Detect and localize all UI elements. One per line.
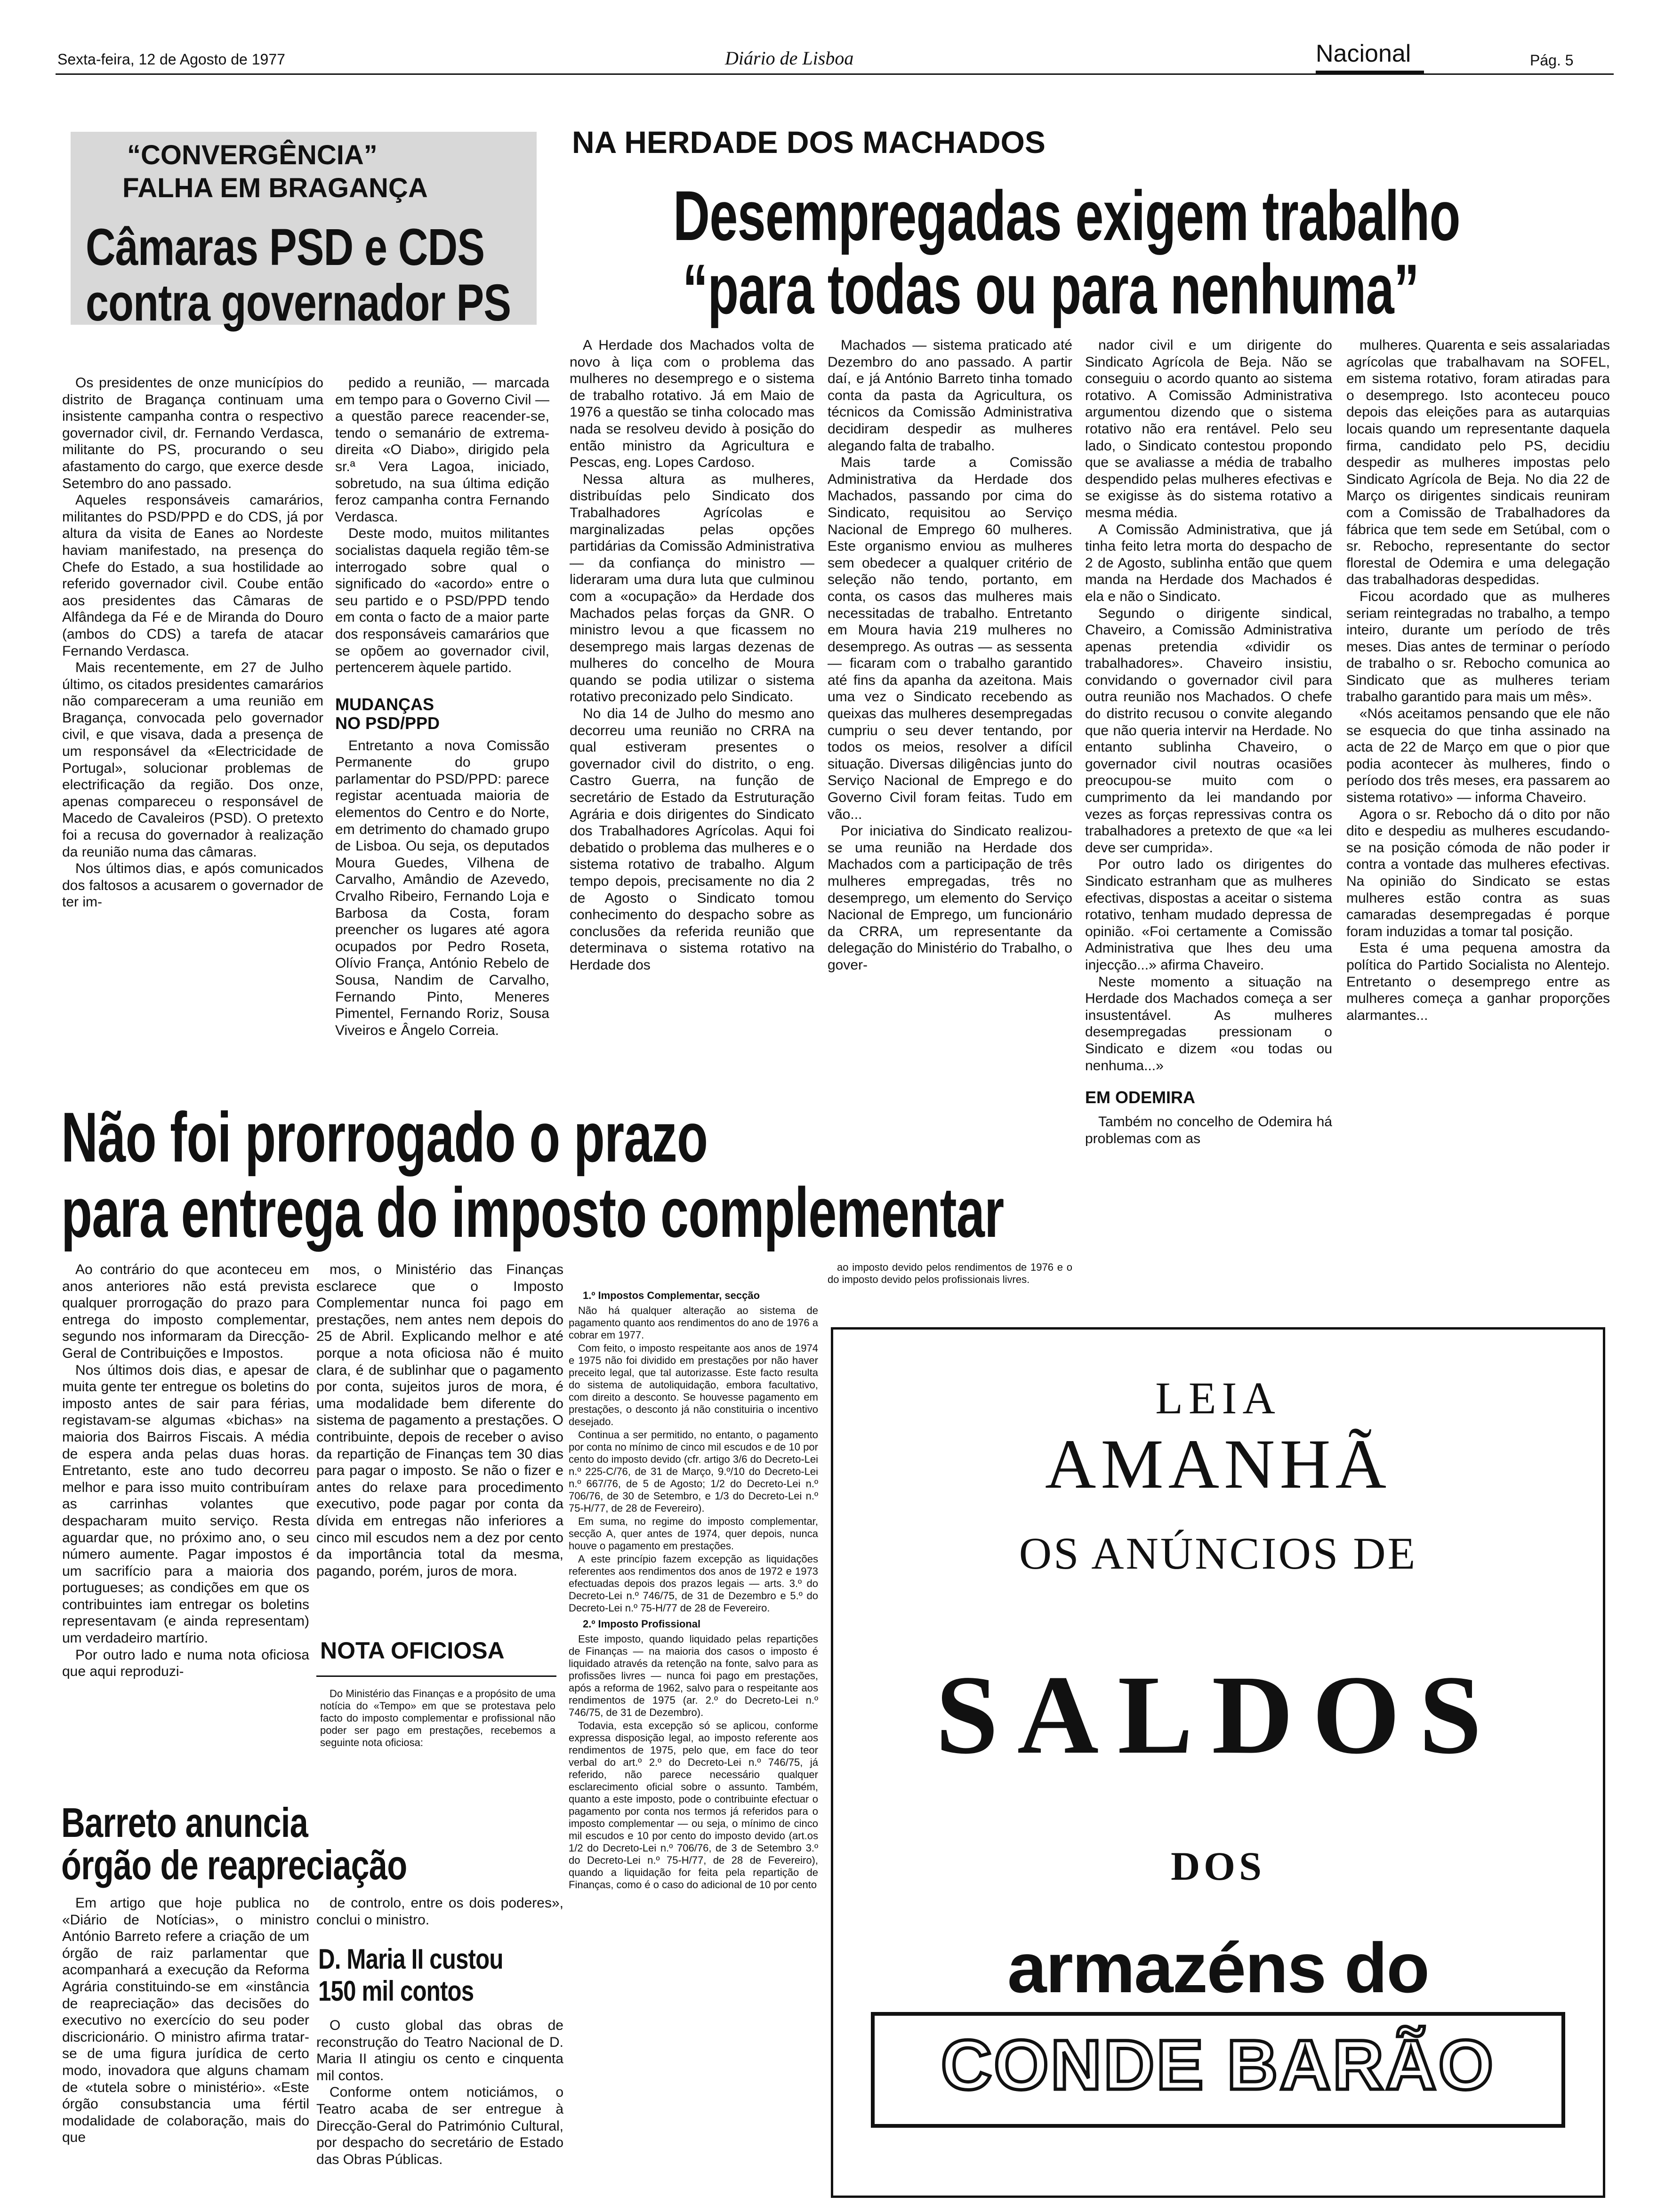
paragraph: A Comissão Administrativa, que já tinha feito letra morta do despacho de 2 de Agosto, sublinha então que quem manda na Herdade dos Machados é ela e não o Sindicato.	[1085, 521, 1332, 604]
masthead-date: Sexta-feira, 12 de Agosto de 1977	[57, 51, 285, 68]
paragraph: Em suma, no regime do imposto complementar, secção A, quer antes de 1974, quer depois, nunca houve o pagamento em prestações.	[569, 1515, 818, 1552]
braganca-subhead: MUDANÇAS NO PSD/PPD	[335, 694, 440, 733]
paragraph: Os presidentes de onze municípios do distrito de Bragança continuam uma insistente campanha contra o respectivo governador civil, dr. Fernando Verdasca, militante do PS, procurando o seu afastamento do cargo, que exerce desde Setembro do ano passado.	[62, 375, 323, 491]
paragraph: Ao contrário do que aconteceu em anos anteriores não está prevista qualquer prorrogação do prazo para entrega do imposto complementar, segundo nos informaram da Direcção-Geral de Contribuições e Impostos.	[62, 1262, 309, 1361]
paragraph: Segundo o dirigente sindical, Chaveiro, a Comissão Administrativa apenas pretendia «dividir os trabalhadores». Chaveiro insistiu, convidando o governador civil para outra reunião nos Machados. O chefe do distrito recusou o convite alegando que não queria intervir na Herdade. No entanto sublinha Chaveiro, o governador civil noutras ocasiões preocupou-se muito com o cumprimento da lei mandando por vezes as forças repressivas contra os trabalhadores a pretexto de que «a lei deve ser cumprida».	[1085, 605, 1332, 856]
page-number: Pág. 5	[1530, 52, 1574, 69]
paragraph: Por outro lado e numa nota oficiosa que aqui reproduzi-	[62, 1647, 309, 1680]
saldos-advertisement	[831, 1327, 1605, 2198]
nota-oficiosa-heading: NOTA OFICIOSA	[320, 1637, 505, 1664]
paragraph: Ficou acordado que as mulheres seriam reintegradas no trabalho, a tempo inteiro, durante um período de três meses. Dias antes de terminar o período de trabalho o sr. Rebocho comunica ao Sindicato que as mulheres teriam trabalho garantido para mais um mês».	[1346, 588, 1610, 705]
paragraph: «Nós aceitamos pensando que ele não se esquecia do que tinha assinado na acta de 22 de Março em que o pior que podia acontecer às mulheres, findo o período dos três meses, era passarem ao sistema rotativo» — informa Chaveiro.	[1346, 706, 1610, 806]
paragraph: Com feito, o imposto respeitante aos anos de 1974 e 1975 não foi dividido em prestações por não haver preceito legal, que tal autorizasse. Este facto resulta do sistema de autoliquidação, embora facultativo, com direito a desconto. Se houvesse pagamento em prestações, o desconto já não constituiria o incentivo desejado.	[569, 1342, 818, 1427]
paragraph: Mais recentemente, em 27 de Julho último, os citados presidentes camarários não compareceram a uma reunião em Bragança, convocada pelo governador civil, e que visava, dada a presença de um responsável da «Electricidade de Portugal», solucionar problemas de electrificação da região. Dos onze, apenas compareceu o responsável de Macedo de Cavaleiros (PSD). O pretexto foi a recusa do governador à realização da reunião numa das câmaras.	[62, 660, 323, 860]
newspaper-name: Diário de Lisboa	[725, 48, 854, 69]
maria-headline-1: D. Maria II custou	[318, 1943, 503, 1975]
imposto-column-1	[62, 1261, 309, 1805]
machados-headline-1: Desempregadas exigem trabalho	[673, 176, 1460, 255]
ad-brand-armazens: armazéns do	[1007, 1928, 1429, 2007]
barreto-column-1	[62, 1895, 309, 2198]
paragraph: Conforme ontem noticiámos, o Teatro acaba de ser entregue à Direcção-Geral do Património Cultural, por despacho do secretário de Estado das Obras Públicas.	[316, 2084, 563, 2167]
paragraph: No dia 14 de Julho do mesmo ano decorreu uma reunião no CRRA na qual estiveram presentes o governador civil do distrito, o eng. Castro Guerra, na função de secretário de Estado da Estruturação Agrária e dois dirigentes do Sindicato dos Trabalhadores Agrícolas. Aqui foi debatido o problema das mulheres e o sistema rotativo de trabalho. Algum tempo depois, precisamente no dia 2 de Agosto o Sindicato tomou conhecimento do despacho sobre as conclusões da referida reunião que determinava o sistema rotativo na Herdade dos	[570, 706, 814, 973]
masthead-rule	[56, 73, 1614, 75]
nota-intro	[320, 1688, 555, 1748]
imposto-column-2	[316, 1261, 563, 1579]
braganca-kicker-1: “CONVERGÊNCIA”	[127, 140, 378, 170]
paragraph: pedido a reunião, — marcada em tempo para o Governo Civil — a questão parece reacender-se, tendo o semanário de extrema-direita «O Diabo», dirigido pela sr.ª Vera Lagoa, iniciado, sobretudo, na sua última edição feroz campanha contra Fernando Verdasca.	[335, 375, 549, 525]
paragraph: ao imposto devido pelos rendimentos de 1976 e o do imposto devido pelos profissionais livres.	[828, 1261, 1072, 1285]
paragraph: mulheres. Quarenta e seis assalariadas agrícolas que trabalhavam na SOFEL, em sistema rotativo, foram atiradas para o desemprego. Isto aconteceu pouco depois das eleições para as autarquias locais quando um representante daquela firma, candidato pelo PS, decidiu despedir as mulheres impostas pelo Sindicato Agrícola de Beja. No dia 22 de Março os dirigentes sindicais reuniram com a Comissão de Trabalhadores da fábrica que tem sede em Setúbal, com o sr. Rebocho, representante do sector florestal de Odemira e uma delegação das trabalhadoras despedidas.	[1346, 337, 1610, 588]
paragraph: mos, o Ministério das Finanças esclarece que o Imposto Complementar nunca foi pago em prestações, nem antes nem depois do 25 de Abril. Explicando melhor e até porque a nota oficiosa não é muito clara, é de sublinhar que o pagamento por conta, sujeitos juros de mora, é uma modalidade bem diferente do sistema de pagamento a prestações. O contribuinte, depois de receber o aviso da repartição de Finanças tem 30 dias para pagar o imposto. Se não o fizer e antes do relaxe para procedimento executivo, pode pagar por conta da dívida em entregas não inferiores a cinco mil escudos nem a dez por cento da importância total da mesma, pagando, porém, juros de mora.	[316, 1262, 563, 1579]
braganca-column-2	[335, 375, 549, 1069]
nota-column-continued	[828, 1261, 1072, 1313]
paragraph: Nessa altura as mulheres, distribuídas pelo Sindicato dos Trabalhadores Agrícolas e marginalizadas pelas opções partidárias da Comissão Administrativa — da confiança do ministro — lideraram uma dura luta que culminou com a «ocupação» da Herdade dos Machados pelas forças da GNR. O ministro levou a que ficassem no desemprego mais largas dezenas de mulheres do concelho de Moura quando se podia utilizar o sistema rotativo preconizado pelo Sindicato.	[570, 471, 814, 705]
machados-column-1	[570, 337, 814, 1086]
paragraph: Também no concelho de Odemira há problemas com as	[1085, 1114, 1332, 1146]
imposto-headline-2: para entrega do imposto complementar	[61, 1173, 1004, 1252]
nota-column	[569, 1261, 818, 2198]
ad-line-anuncios: OS ANÚNCIOS DE	[1019, 1528, 1417, 1579]
maria-column	[316, 2017, 563, 2198]
ad-line-leia: LEIA	[1155, 1373, 1281, 1423]
braganca-column-1	[62, 375, 323, 1069]
paragraph: Continua a ser permitido, no entanto, o pagamento por conta no mínimo de cinco mil escudos e de 10 por cento do imposto devido (cfr. artigo 3/6 do Decreto-Lei n.º 225-C/76, de 31 de Março, 9.º/10 do Decreto-Lei n.º 667/76, de 5 de Agosto; 1/2 do Decreto-Lei n.º 706/76, de 30 de Setembro, e 1/3 do Decreto-Lei n.º 75-H/77, de 28 de Fevereiro).	[569, 1429, 818, 1514]
imposto-headline-1: Não foi prorrogado o prazo	[61, 1098, 708, 1177]
paragraph: Nos últimos dias, e após comunicados dos faltosos a acusarem o governador de ter im-	[62, 861, 323, 910]
paragraph: Todavia, esta excepção só se aplicou, conforme expressa disposição legal, ao imposto referente aos rendimentos de 1975, pelo que, em face do teor verbal do art.º 2.º do Decreto-Lei n.º 746/75, já referido, não parece necessário qualquer esclarecimento oficial sobre o assunto. Também, quanto a este imposto, pode o contribuinte efectuar o pagamento por conta nos termos já referidos para o imposto complementar — ou seja, o mínimo de cinco mil escudos e 10 por cento do imposto devido (art.os 1/2 do Decreto-Lei n.º 706/76, de 3 de Setembro 3.º do Decreto-Lei n.º 75-H/77, de 28 de Fevereiro), quando a liquidação for feita pela repartição de Finanças, como é o caso do adicional de 10 por cento	[569, 1720, 818, 1891]
ad-line-dos: DOS	[1171, 1843, 1265, 1889]
paragraph: Neste momento a situação na Herdade dos Machados começa a ser insustentável. As mulheres desempregadas pressionam o Sindicato e dizem «ou todas ou nenhuma...»	[1085, 974, 1332, 1074]
paragraph: de controlo, entre os dois poderes», conclui o ministro.	[316, 1895, 563, 1928]
machados-column-4	[1346, 337, 1610, 1319]
machados-headline-2: “para todas ou para nenhuma”	[683, 249, 1419, 329]
nota-rule	[316, 1675, 556, 1677]
paragraph: Do Ministério das Finanças e a propósito de uma notícia do «Tempo» em que se protestava pelo facto do imposto complementar e profissional não poder ser pago em prestações, recebemos a seguinte nota oficiosa:	[320, 1688, 555, 1748]
section-name: Nacional	[1316, 40, 1411, 67]
braganca-kicker-2: FALHA EM BRAGANÇA	[122, 173, 428, 203]
nota-section-1: 1.º Impostos Complementar, secção	[583, 1290, 760, 1301]
ad-line-amanha: AMANHÃ	[1045, 1425, 1391, 1503]
paragraph: Por outro lado os dirigentes do Sindicato estranham que as mulheres efectivas, dispostas a aceitar o sistema rotativo, tenham mudado depressa de opinião. «Foi certamente a Comissão Administrativa que lhes deu uma injecção...» afirma Chaveiro.	[1085, 857, 1332, 973]
ad-brand-conde-barao: CONDE BARÃO	[941, 2025, 1496, 2104]
paragraph: Aqueles responsáveis camarários, militantes do PSD/PPD e do CDS, já por altura da visita de Eanes ao Nordeste haviam manifestado, na presença do Chefe do Estado, a sua hostilidade ao referido governador civil. Coube então aos presidentes das Câmaras de Alfândega da Fé e de Miranda do Douro (ambos do CDS) a tarefa de atacar Fernando Verdasca.	[62, 492, 323, 659]
ad-line-saldos: SALDOS	[935, 1652, 1501, 1777]
machados-column-2	[828, 337, 1072, 1086]
braganca-headline-1: Câmaras PSD e CDS	[86, 218, 485, 276]
paragraph: Por iniciativa do Sindicato realizou-se uma reunião na Herdade dos Machados com a participação de três mulheres empregadas, três no desemprego, um elemento do Serviço Nacional de Emprego, um funcionário da CRRA, um representante da delegação do Ministério do Trabalho, o gover-	[828, 823, 1072, 973]
machados-column-3	[1085, 337, 1332, 1319]
paragraph: Esta é uma pequena amostra da política do Partido Socialista no Alentejo. Entretanto o desemprego entre as mulheres começa a ganhar proporções alarmantes...	[1346, 940, 1610, 1023]
paragraph: nador civil e um dirigente do Sindicato Agrícola de Beja. Não se conseguiu o acordo quanto ao sistema rotativo. A Comissão Administrativa argumentou dizendo que o sistema rotativo não era rentável. Pelo seu lado, o Sindicato contestou propondo que se avaliasse a média de trabalho despendido pelas mulheres efectivas e se exigisse às do sistema rotativo a mesma média.	[1085, 337, 1332, 521]
paragraph: A este princípio fazem excepção as liquidações referentes aos rendimentos dos anos de 1972 e 1973 efectuadas depois dos prazos legais — arts. 3.º do Decreto-Lei n.º 746/75, de 31 de Dezembro e 5.º do Decreto-Lei n.º 75-H/77 de 28 de Fevereiro.	[569, 1553, 818, 1614]
barreto-headline-2: órgão de reapreciação	[61, 1842, 407, 1888]
paragraph: Machados — sistema praticado até Dezembro do ano passado. A partir daí, e já António Barreto tinha tomado conta da pasta da Agricultura, os técnicos da Comissão Administrativa decidiram despedir as mulheres alegando falta de trabalho.	[828, 337, 1072, 454]
paragraph: Em artigo que hoje publica no «Diário de Notícias», o ministro António Barreto refere a criação de um órgão de raiz parlamentar que acompanhará a execução da Reforma Agrária constituindo-se em «instância de reapreciação» das decisões do executivo no exercício do seu poder discricionário. O ministro afirma tratar-se de uma figura jurídica de certo modo, inovadora que alguns chamam de «tutela sobre o ministério». «Este órgão consubstancia uma fértil modalidade de colaboração, mais do que	[62, 1895, 309, 2146]
paragraph: Deste modo, muitos militantes socialistas daquela região têm-se interrogado sobre qual o significado do «acordo» entre o seu partido e o PSD/PPD tendo em conta o facto de a maior parte dos responsáveis camarários que se opõem ao governador civil, pertencerem àquele partido.	[335, 526, 549, 676]
nota-section-2: 2.º Imposto Profissional	[583, 1618, 701, 1630]
machados-subhead: EM ODEMIRA	[1085, 1088, 1195, 1107]
maria-headline-2: 150 mil contos	[318, 1975, 474, 2007]
paragraph: Não há qualquer alteração ao sistema de pagamento quanto aos rendimentos do ano de 1976 a cobrar em 1977.	[569, 1305, 818, 1341]
barreto-column-2	[316, 1895, 563, 1932]
barreto-headline-1: Barreto anuncia	[61, 1799, 308, 1846]
paragraph: A Herdade dos Machados volta de novo à liça com o problema das mulheres no desemprego e o sistema de trabalho rotativo. Já em Maio de 1976 a questão se tinha colocado mas nada se resolveu devido à posição do então ministro da Agricultura e Pescas, eng. Lopes Cardoso.	[570, 337, 814, 471]
machados-kicker: NA HERDADE DOS MACHADOS	[572, 125, 1046, 160]
braganca-headline-2: contra governador PS	[86, 274, 511, 332]
paragraph: Agora o sr. Rebocho dá o dito por não dito e despediu as mulheres escudando-se na posição cómoda de não poder ir contra a vontade das mulheres efectivas. Na opinião do Sindicato se estas mulheres estão contra as suas camaradas desempregadas é porque foram induzidas a tomar tal posição.	[1346, 806, 1610, 939]
paragraph: Nos últimos dois dias, e apesar de muita gente ter entregue os boletins do imposto antes de sair para férias, registavam-se algumas «bichas» na maioria dos Bairros Fiscais. A média de espera anda pelas duas horas. Entretanto, este ano tudo decorreu melhor e para isso muito contribuíram as carrinhas volantes que despacharam muito serviço. Resta aguardar que, no próximo ano, o seu número aumente. Pagar impostos é um sacrifício para a maioria dos portugueses; as condições em que os contribuintes iam entregar os boletins representavam (e ainda representam) um verdadeiro martírio.	[62, 1362, 309, 1646]
paragraph: Mais tarde a Comissão Administrativa da Herdade dos Machados, passando por cima do Sindicato, requisitou ao Serviço Nacional de Emprego 60 mulheres. Este organismo enviou as mulheres sem obedecer a qualquer critério de seleção não tendo, portanto, em conta, os casos das mulheres mais necessitadas de trabalho. Entretanto em Moura havia 219 mulheres no desemprego. As outras — as sessenta — ficaram com o trabalho garantido até fins da apanha da azeitona. Mais uma vez o Sindicato recebendo as queixas das mulheres desempregadas cumpriu o seu dever tentando, por todos os meios, resolver a difícil situação. Diversas diligências junto do Serviço Nacional de Emprego e do Governo Civil foram feitas. Tudo em vão...	[828, 455, 1072, 822]
paragraph: Este imposto, quando liquidado pelas repartições de Finanças — na maioria dos casos o imposto é liquidado através da retenção na fonte, salvo para as profissões livres — nunca foi pago em prestações, após a reforma de 1962, salvo para o respeitante aos rendimentos de 1975 (ar. 2.º do Decreto-Lei n.º 746/75, de 31 de Dezembro).	[569, 1633, 818, 1718]
paragraph: O custo global das obras de reconstrução do Teatro Nacional de D. Maria II atingiu os cento e cinquenta mil contos.	[316, 2018, 563, 2084]
paragraph: Entretanto a nova Comissão Permanente do grupo parlamentar do PSD/PPD: parece registar acentuada maioria de elementos do Centro e do Norte, em detrimento do chamado grupo de Lisboa. Ou seja, os deputados Moura Guedes, Vilhena de Carvalho, Amândio de Azevedo, Crvalho Ribeiro, Fernando Loja e Barbosa da Costa, foram preencher os lugares até agora ocupados por Pedro Roseta, Olívio França, António Rebelo de Sousa, Nandim de Carvalho, Fernando Pinto, Meneres Pimentel, Fernando Roriz, Sousa Viveiros e Ângelo Correia.	[335, 737, 549, 1038]
